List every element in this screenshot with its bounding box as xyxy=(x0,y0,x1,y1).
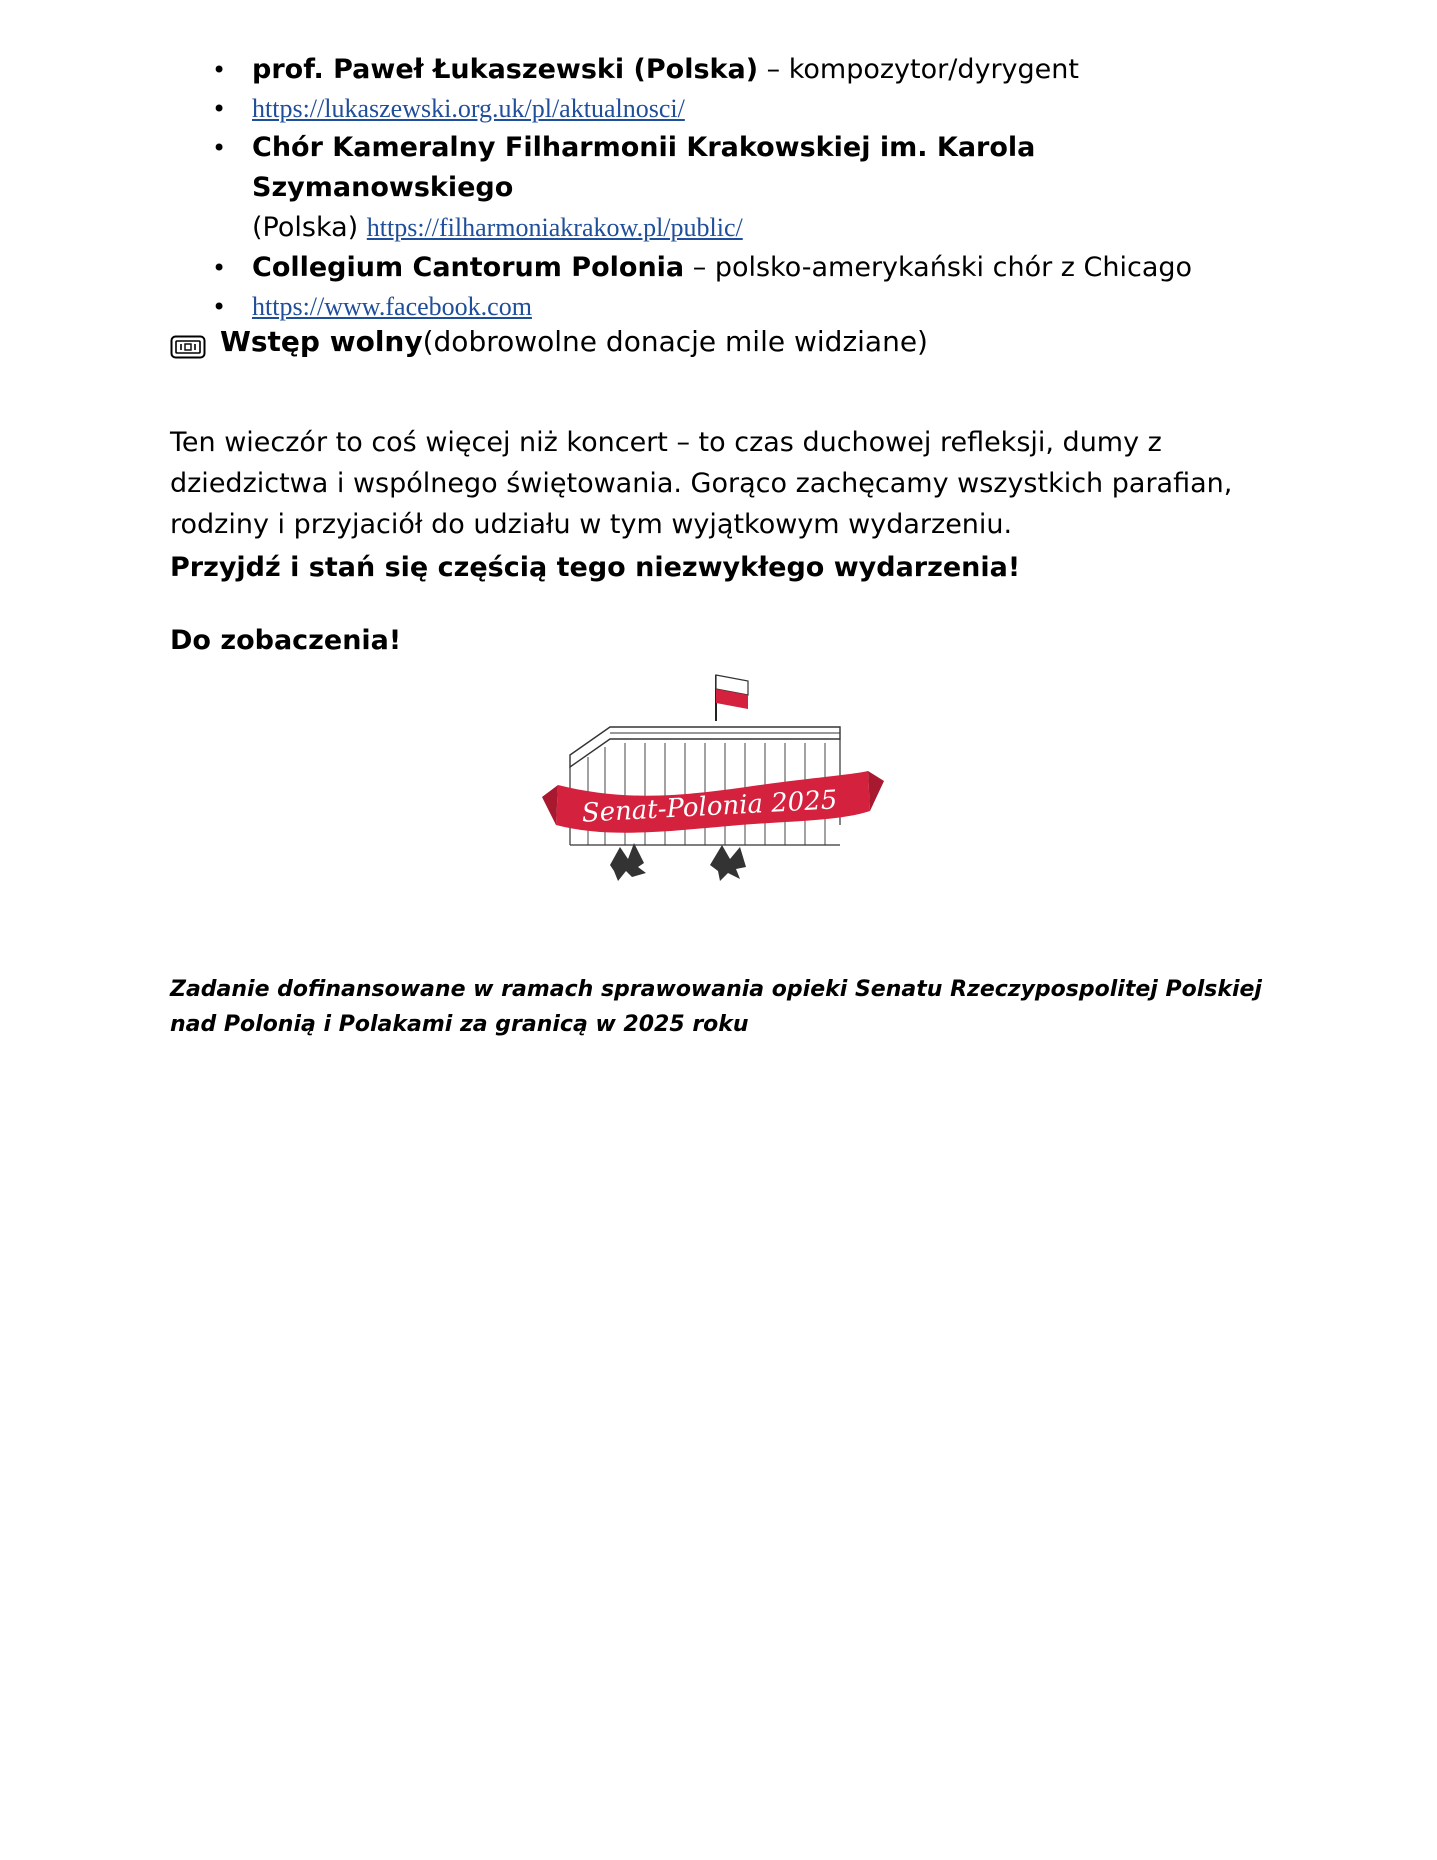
entry-label: Wstęp wolny xyxy=(220,325,423,358)
filharmonia-link[interactable]: https://filharmoniakrakow.pl/public/ xyxy=(366,213,743,242)
performer-role: – polsko-amerykański chór z Chicago xyxy=(684,252,1193,283)
bullet-icon: • xyxy=(212,134,227,162)
list-item xyxy=(168,248,1298,288)
performer-country: (Polska) xyxy=(252,212,367,243)
call-to-action: Przyjdź i stań się częścią tego niezwykłego wydarzenia! xyxy=(170,552,1021,583)
performer-role: – kompozytor/dyrygent xyxy=(758,54,1079,85)
funding-note: Zadanie dofinansowane w ramach sprawowania opieki Senatu Rzeczypospolitej Polskiej nad Polonią i Polakami za granicą w 2025 roku xyxy=(170,977,1262,1037)
performer-name: prof. Paweł Łukaszewski (Polska) xyxy=(252,54,759,85)
bullet-icon: • xyxy=(212,293,227,321)
list-item xyxy=(168,50,1298,90)
performer-name: Chór Kameralny Filharmonii Krakowskiej im. Karola Szymanowskiego xyxy=(252,132,1036,203)
list-item xyxy=(168,128,1298,248)
list-item xyxy=(168,90,1298,128)
bullet-icon: • xyxy=(212,254,227,282)
facebook-link[interactable]: https://www.facebook.com xyxy=(252,292,532,321)
flag-icon xyxy=(716,675,748,709)
bullet-icon: • xyxy=(212,95,227,123)
banner-text: Senat-Polonia 2025 xyxy=(581,785,839,829)
performers-list xyxy=(168,50,1298,326)
invitation-paragraph: Ten wieczór to coś więcej niż koncert – to czas duchowej refleksji, dumy z dziedzictwa i wspólnego świętowania. Gorąco zachęcamy wszystkich parafian, rodziny i przyjaciół do udziału w tym wyjątkowym wydarzeniu. xyxy=(170,427,1233,540)
ticket-icon xyxy=(170,330,206,354)
performer-name: Collegium Cantorum Polonia xyxy=(252,252,685,283)
goodbye-text: Do zobaczenia! xyxy=(170,625,402,656)
lukaszewski-link[interactable]: https://lukaszewski.org.uk/pl/aktualnosci/ xyxy=(252,94,685,123)
senat-polonia-logo xyxy=(460,635,940,925)
entry-note: (dobrowolne donacje mile widziane) xyxy=(422,325,928,358)
list-item xyxy=(168,288,1298,326)
entry-info xyxy=(170,322,928,362)
bullet-icon: • xyxy=(212,56,227,84)
